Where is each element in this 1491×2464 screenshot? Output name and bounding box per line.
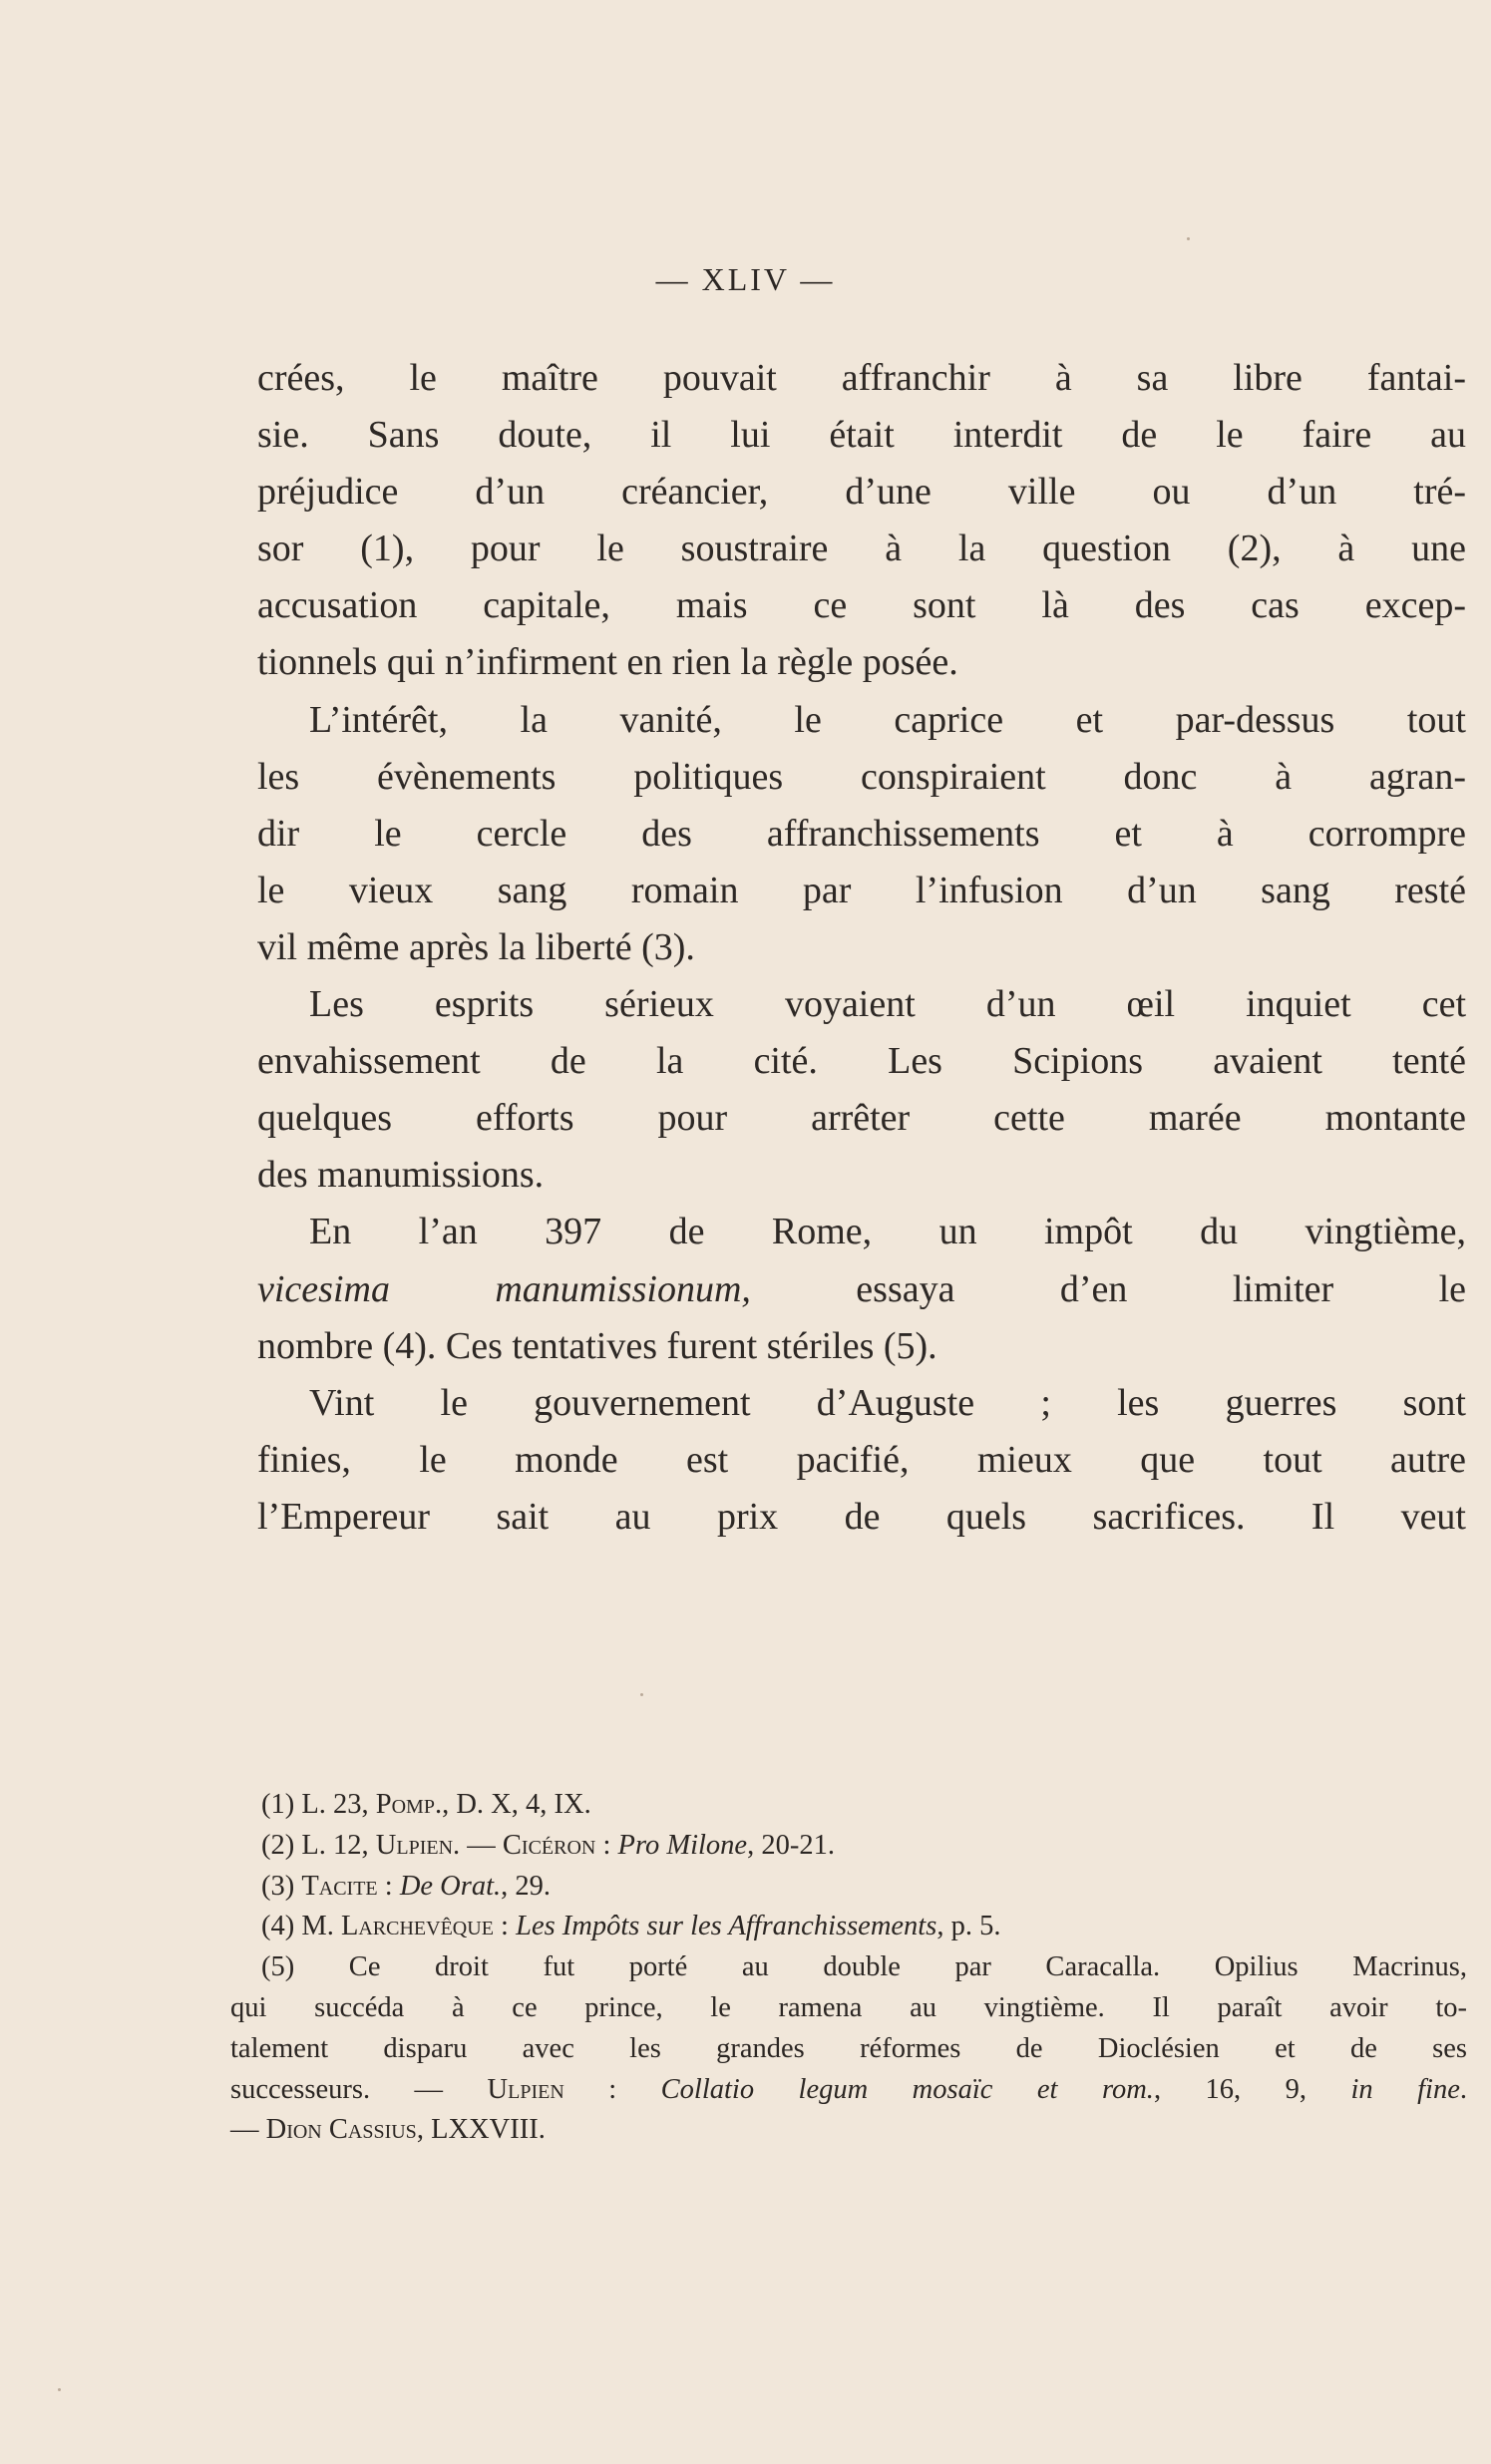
text-fragment: : — [493, 1911, 517, 1942]
footnote-citation: L. 23, Pomp., D. X, 4, IX. — [301, 1789, 591, 1820]
text-line — [230, 2070, 1467, 2111]
paper-speck — [640, 1693, 643, 1696]
paper-speck — [58, 2388, 61, 2391]
text-line: qui succéda à ce prince, le ramena au vingtième. Il paraît avoir to- — [230, 1991, 1467, 2023]
author-name: Ulpien — [375, 1829, 454, 1861]
author-name: Ulpien — [487, 2073, 564, 2105]
text-line — [257, 1261, 1466, 1318]
text-line: quelques efforts pour arrêter cette marée montante — [257, 1097, 1466, 1140]
text-line: Les esprits sérieux voyaient d’un œil inquiet cet — [309, 983, 1466, 1026]
work-title: De Orat. — [399, 1870, 502, 1902]
text-fragment: , p. 5. — [936, 1911, 1001, 1942]
work-title: Les Impôts sur les Affranchissements — [516, 1911, 937, 1942]
footnote-number: (3) — [261, 1870, 302, 1902]
text-fragment: . — — [453, 1829, 503, 1861]
text-line: talement disparu avec les grandes réformes de Dioclésien et de ses — [230, 2032, 1467, 2064]
text-line: nombre (4). Ces tentatives furent stériles (5). — [257, 1324, 937, 1367]
text-fragment: : — [377, 1870, 400, 1902]
text-line: envahissement de la cité. Les Scipions avaient tenté — [257, 1040, 1466, 1083]
text-line: accusation capitale, mais ce sont là des cas excep- — [257, 584, 1466, 627]
author-name: Tacite — [301, 1870, 378, 1902]
work-title: Collatio legum mosaïc et rom. — [660, 2073, 1154, 2105]
footnote-2 — [230, 1826, 1467, 1867]
footnotes — [230, 1785, 1467, 2151]
text-line: dir le cercle des affranchissements et à corrompre — [257, 812, 1466, 855]
text-line: En l’an 397 de Rome, un impôt du vingtième, — [309, 1211, 1466, 1253]
text-line: vil même après la liberté (3). — [257, 925, 695, 968]
text-line: (5) Ce droit fut porté au double par Caracalla. Opilius Macrinus, — [261, 1951, 1467, 1983]
text-fragment: . — [1459, 2073, 1467, 2105]
text-fragment: , LXXVIII. — [416, 2114, 546, 2146]
main-text — [257, 350, 1466, 1546]
paper-speck — [1187, 237, 1190, 240]
text-fragment: : — [563, 2073, 661, 2105]
latin-term: vicesima manumissionum, — [257, 1267, 751, 1310]
text-fragment: — — [230, 2114, 266, 2146]
text-line: l’Empereur sait au prix de quels sacrifices. Il veut — [257, 1495, 1466, 1538]
page-number-header: — XLIV — — [655, 261, 836, 297]
text-fragment: L. 12, — [301, 1829, 376, 1861]
text-line: sor (1), pour le soustraire à la question (2), à une — [257, 528, 1466, 570]
paragraph-5 — [257, 1375, 1466, 1546]
text-line: sie. Sans doute, il lui était interdit de le faire au — [257, 414, 1466, 457]
text-fragment: , 16, 9, — [1153, 2073, 1351, 2105]
footnote-5 — [230, 1947, 1467, 2151]
footnote-number: (1) — [261, 1789, 302, 1820]
text-line: Vint le gouvernement d’Auguste ; les guerres sont — [309, 1381, 1466, 1424]
text-line: crées, le maître pouvait affranchir à sa libre fantai- — [257, 357, 1466, 399]
author-name: Cicéron — [502, 1829, 596, 1861]
text-line: L’intérêt, la vanité, le caprice et par-dessus tout — [309, 698, 1466, 741]
author-name: Larchevêque — [340, 1911, 494, 1942]
author-name: Dion Cassius — [265, 2114, 417, 2146]
text-fragment: M. — [301, 1911, 341, 1942]
paragraph-3 — [257, 976, 1466, 1204]
work-title: Pro Milone — [617, 1829, 748, 1861]
text-line: tionnels qui n’infirment en rien la règle posée. — [257, 641, 958, 684]
text-fragment: : — [595, 1829, 618, 1861]
paragraph-1 — [257, 350, 1466, 692]
footnote-number: (2) — [261, 1829, 302, 1861]
text-line: les évènements politiques conspiraient donc à agran- — [257, 755, 1466, 798]
text-fragment: successeurs. — — [230, 2073, 488, 2105]
footnote-number: (4) — [261, 1911, 302, 1942]
latin-term: in fine — [1350, 2073, 1460, 2105]
text-line: finies, le monde est pacifié, mieux que tout autre — [257, 1438, 1466, 1481]
text-line — [230, 2110, 1467, 2151]
text-line: préjudice d’un créancier, d’une ville ou d’un tré- — [257, 471, 1466, 514]
paragraph-4 — [257, 1204, 1466, 1374]
text-fragment: , 20-21. — [747, 1829, 835, 1861]
footnote-3 — [230, 1867, 1467, 1908]
paragraph-2 — [257, 692, 1466, 976]
footnote-1 — [230, 1785, 1467, 1826]
text-fragment: , 29. — [501, 1870, 552, 1902]
text-fragment: essaya d’en limiter le — [750, 1267, 1466, 1310]
footnote-4 — [230, 1907, 1467, 1947]
text-line: des manumissions. — [257, 1154, 545, 1197]
text-line: le vieux sang romain par l’infusion d’un sang resté — [257, 869, 1466, 911]
